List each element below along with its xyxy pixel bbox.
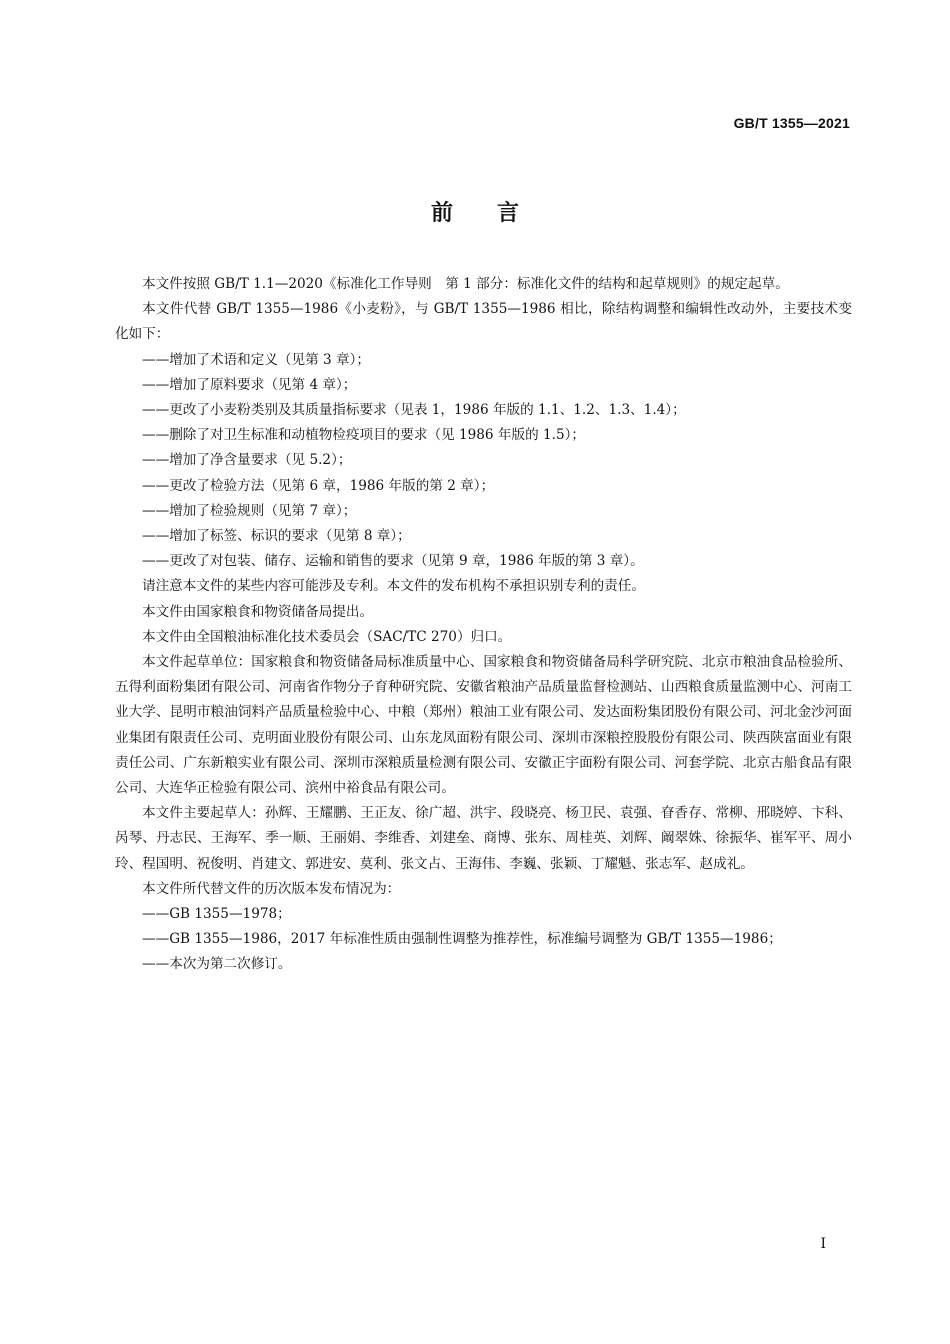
paragraph-drafting-rules: 本文件按照 GB/T 1.1—2020《标准化工作导则 第 1 部分：标准化文件的结构和起草规则》的规定起草。	[142, 276, 789, 292]
paragraph-replaces: 本文件代替 GB/T 1355—1986《小麦粉》，与 GB/T 1355—1986 相比，除结构调整和编辑性改动外，主要技术变化如下：	[115, 301, 852, 343]
change-item: ——增加了原料要求（见第 4 章）；	[142, 376, 357, 393]
paragraph-proposed-by: 本文件由国家粮食和物资储备局提出。	[142, 603, 374, 620]
paragraph-under-jurisdiction: 本文件由全国粮油标准化技术委员会（SAC/TC 270）归口。	[142, 628, 512, 645]
paragraph-patent-notice: 请注意本文件的某些内容可能涉及专利。本文件的发布机构不承担识别专利的责任。	[142, 578, 645, 595]
page-title: 前言	[430, 201, 563, 226]
page-number: I	[820, 1236, 826, 1252]
paragraph-drafters: 本文件主要起草人：孙辉、王耀鹏、王正友、徐广超、洪宇、段晓亮、杨卫民、袁强、眘香存、常柳、邢晓婷、卞科、呙琴、丹志民、王海军、季一顺、王丽娟、李维香、刘建垒、商博、张东、周桂英、刘辉、阚翠姝、徐振华、崔军平、周小玲、程国明、祝俊明、肖建文、郭进安、莫利、张文占、王海伟、李巍、张颖、丁耀魁、张志军、赵成礼。	[115, 805, 852, 872]
history-item: ——GB 1355—1978；	[142, 906, 291, 923]
change-item: ——删除了对卫生标准和动植物检疫项目的要求（见 1986 年版的 1.5）；	[142, 427, 585, 444]
change-item: ——更改了对包装、储存、运输和销售的要求（见第 9 章，1986 年版的第 3 章）。	[142, 553, 644, 570]
history-item: ——GB 1355—1986，2017 年标准性质由强制性调整为推荐性，标准编号调整为 GB/T 1355—1986；	[142, 931, 782, 948]
foreword-body	[115, 272, 852, 978]
standard-code: GB/T 1355—2021	[733, 115, 850, 131]
change-item: ——增加了检验规则（见第 7 章）；	[142, 502, 357, 519]
change-item: ——更改了检验方法（见第 6 章，1986 年版的第 2 章）；	[142, 477, 495, 494]
change-item: ——增加了术语和定义（见第 3 章）；	[142, 351, 370, 368]
paragraph-drafting-units: 本文件起草单位：国家粮食和物资储备局标准质量中心、国家粮食和物资储备局科学研究院、北京市粮油食品检验所、五得利面粉集团有限公司、河南省作物分子育种研究院、安徽省粮油产品质量监督检测站、山西粮食质量监测中心、河南工业大学、昆明市粮油饲料产品质量检验中心、中粮（郑州）粮油工业有限公司、发达面粉集团股份有限公司、河北金沙河面业集团有限责任公司、克明面业股份有限公司、山东龙凤面粉有限公司、深圳市深粮控股股份有限公司、陕西陕富面业有限责任公司、广东新粮实业有限公司、深圳市深粮质量检测有限公司、安徽正宇面粉有限公司、河套学院、北京古船食品有限公司、大连华正检验有限公司、滨州中裕食品有限公司。	[115, 654, 852, 797]
paragraph-history-intro: 本文件所代替文件的历次版本发布情况为：	[142, 880, 401, 897]
history-item: ——本次为第二次修订。	[142, 956, 292, 973]
change-item: ——更改了小麦粉类别及其质量指标要求（见表 1，1986 年版的 1.1、1.2、1.3、1.4）；	[142, 402, 686, 419]
change-item: ——增加了标签、标识的要求（见第 8 章）；	[142, 528, 411, 545]
change-item: ——增加了净含量要求（见 5.2）；	[142, 452, 352, 469]
